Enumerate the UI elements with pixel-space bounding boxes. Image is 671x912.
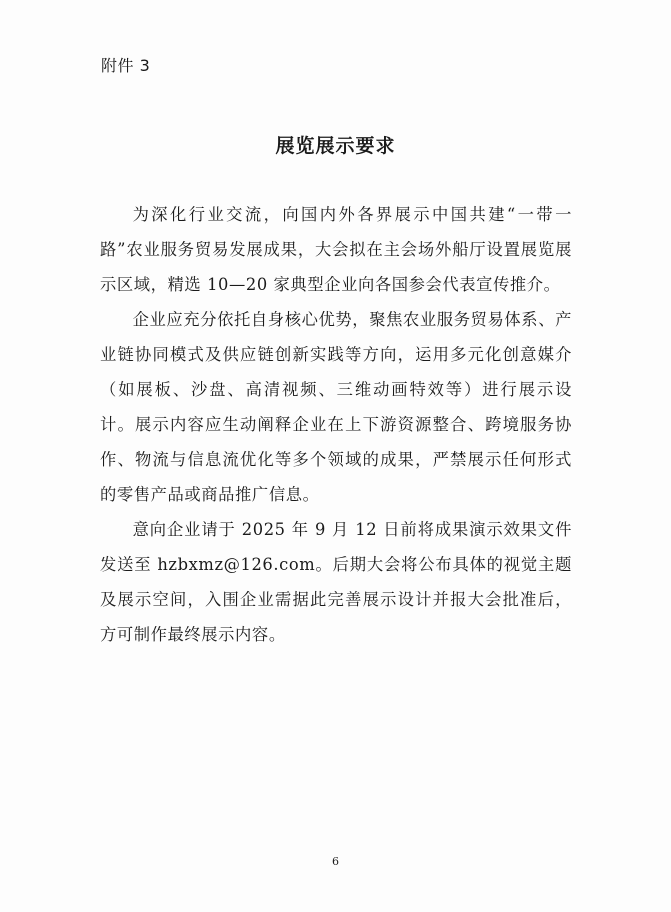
paragraph-submission: 意向企业请于 2025 年 9 月 12 日前将成果演示效果文件发送至 hzbxmz@126.com。后期大会将公布具体的视觉主题及展示空间，入围企业需据此完善展示设计并报大会批准后，方可制作最终展示内容。 (100, 520, 572, 644)
paragraph-content-requirements: 企业应充分依托自身核心优势，聚焦农业服务贸易体系、产业链协同模式及供应链创新实践等方向，运用多元化创意媒介（如展板、沙盘、高清视频、三维动画特效等）进行展示设计。展示内容应生动阐释企业在上下游资源整合、跨境服务协作、物流与信息流优化等多个领域的成果，严禁展示任何形式的零售产品或商品推广信息。 (100, 310, 572, 504)
attachment-label: 附件 3 (101, 56, 151, 75)
body-text (100, 197, 572, 652)
page-title: 展览展示要求 (275, 135, 396, 157)
page-number: 6 (332, 855, 339, 868)
paragraph-intro: 为深化行业交流，向国内外各界展示中国共建“一带一路”农业服务贸易发展成果，大会拟在主会场外船厅设置展览展示区域，精选 10—20 家典型企业向各国参会代表宣传推介。 (100, 205, 572, 294)
